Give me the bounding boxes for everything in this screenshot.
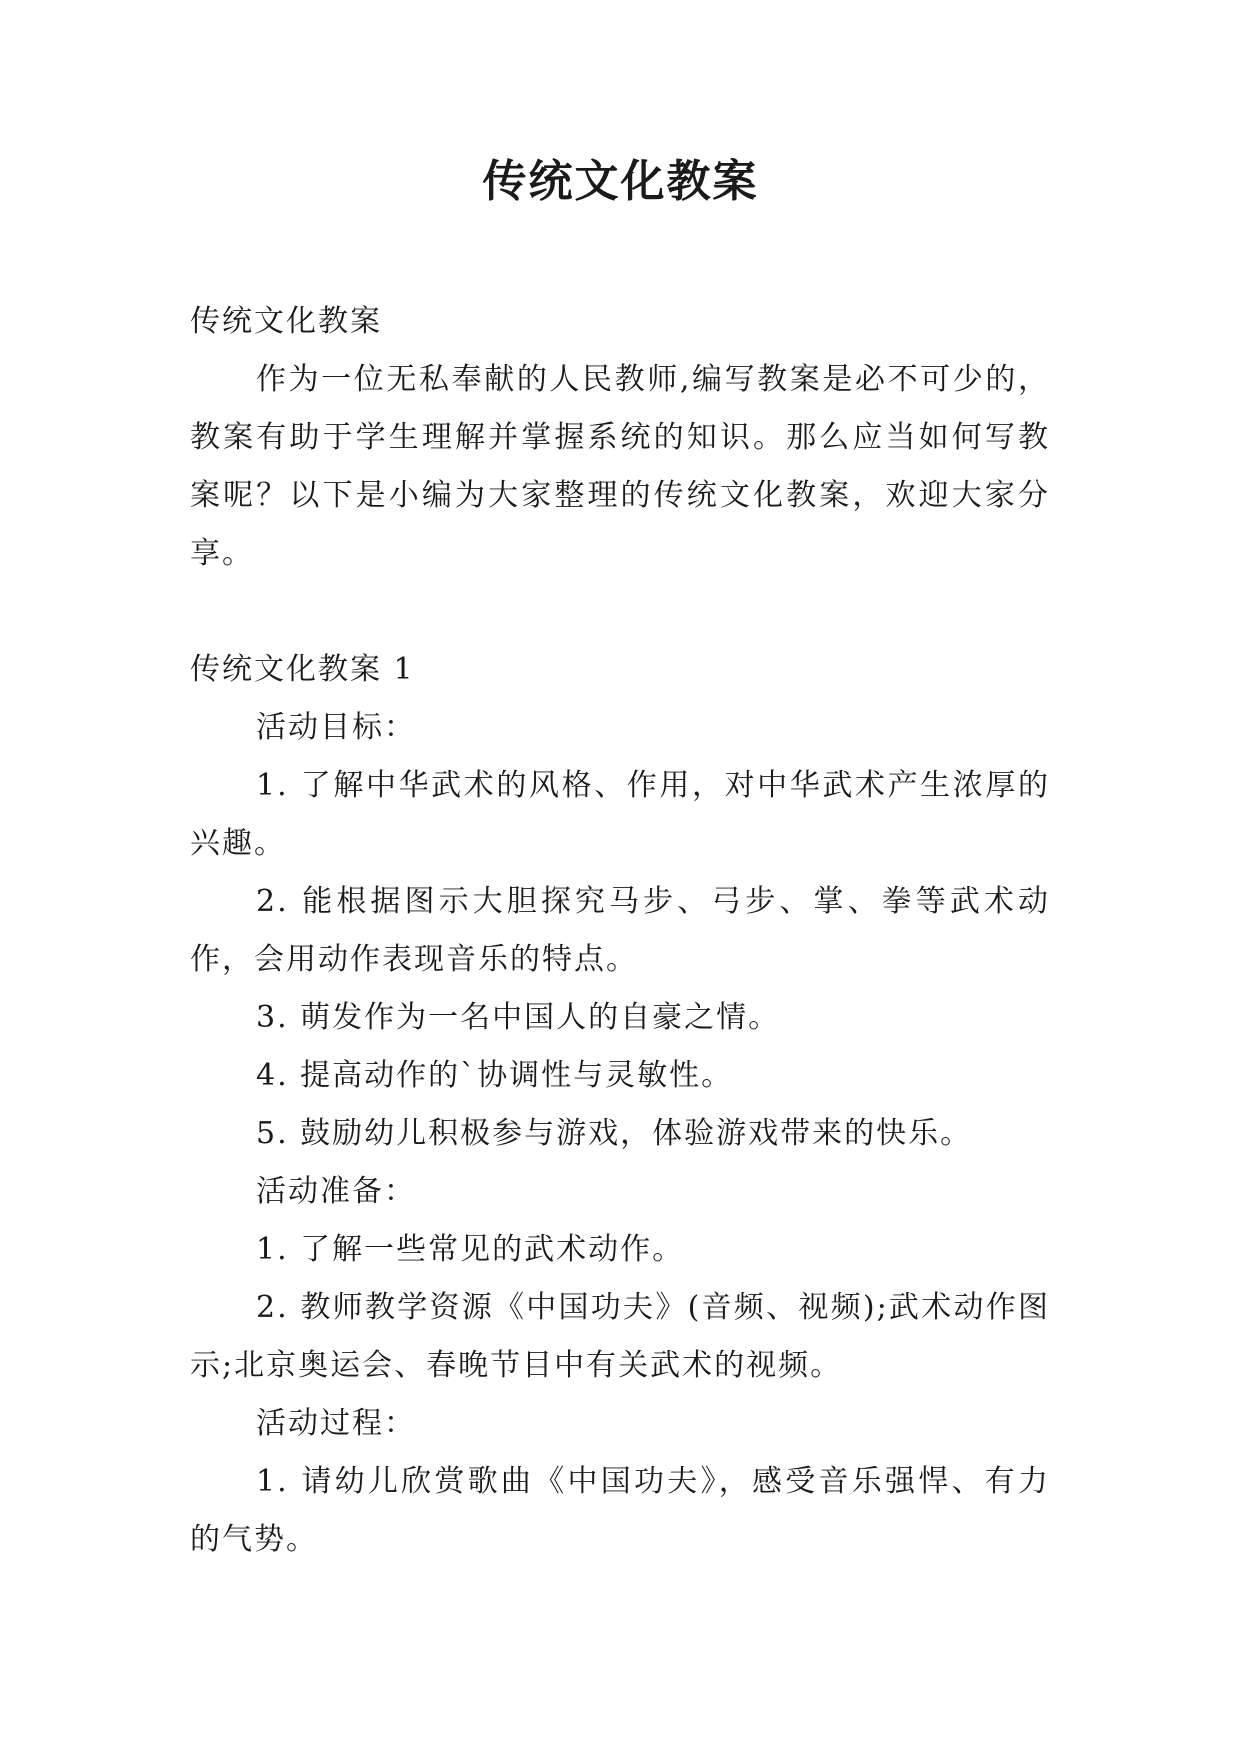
subheading-goals: 活动目标： [256,710,416,745]
list-item: 2. 教师教学资源《中国功夫》(音频、视频);武术动作图示;北京奥运会、春晚节目中有关武术的视频。 [190,1290,1050,1383]
list-item: 1. 了解中华武术的风格、作用，对中华武术产生浓厚的兴趣。 [190,768,1050,861]
section-heading: 传统文化教案 1 [190,652,415,687]
document-title: 传统文化教案 [482,156,759,207]
list-item: 1. 了解一些常见的武术动作。 [256,1232,685,1267]
paragraph-intro: 作为一位无私奉献的人民教师,编写教案是必不可少的，教案有助于学生理解并掌握系统的知识。那么应当如何写教案呢？以下是小编为大家整理的传统文化教案，欢迎大家分享。 [190,362,1050,571]
list-item: 1. 请幼儿欣赏歌曲《中国功夫》，感受音乐强悍、有力的气势。 [190,1464,1050,1557]
list-item: 5. 鼓励幼儿积极参与游戏，体验游戏带来的快乐。 [256,1116,973,1151]
paragraph-heading: 传统文化教案 [190,304,382,339]
list-item: 2. 能根据图示大胆探究马步、弓步、掌、拳等武术动作，会用动作表现音乐的特点。 [190,884,1050,977]
subheading-preparation: 活动准备： [256,1174,416,1209]
list-item: 3. 萌发作为一名中国人的自豪之情。 [256,1000,781,1035]
document-body [190,293,1050,1569]
list-item: 4. 提高动作的`协调性与灵敏性。 [256,1058,734,1093]
subheading-process: 活动过程： [256,1406,416,1441]
